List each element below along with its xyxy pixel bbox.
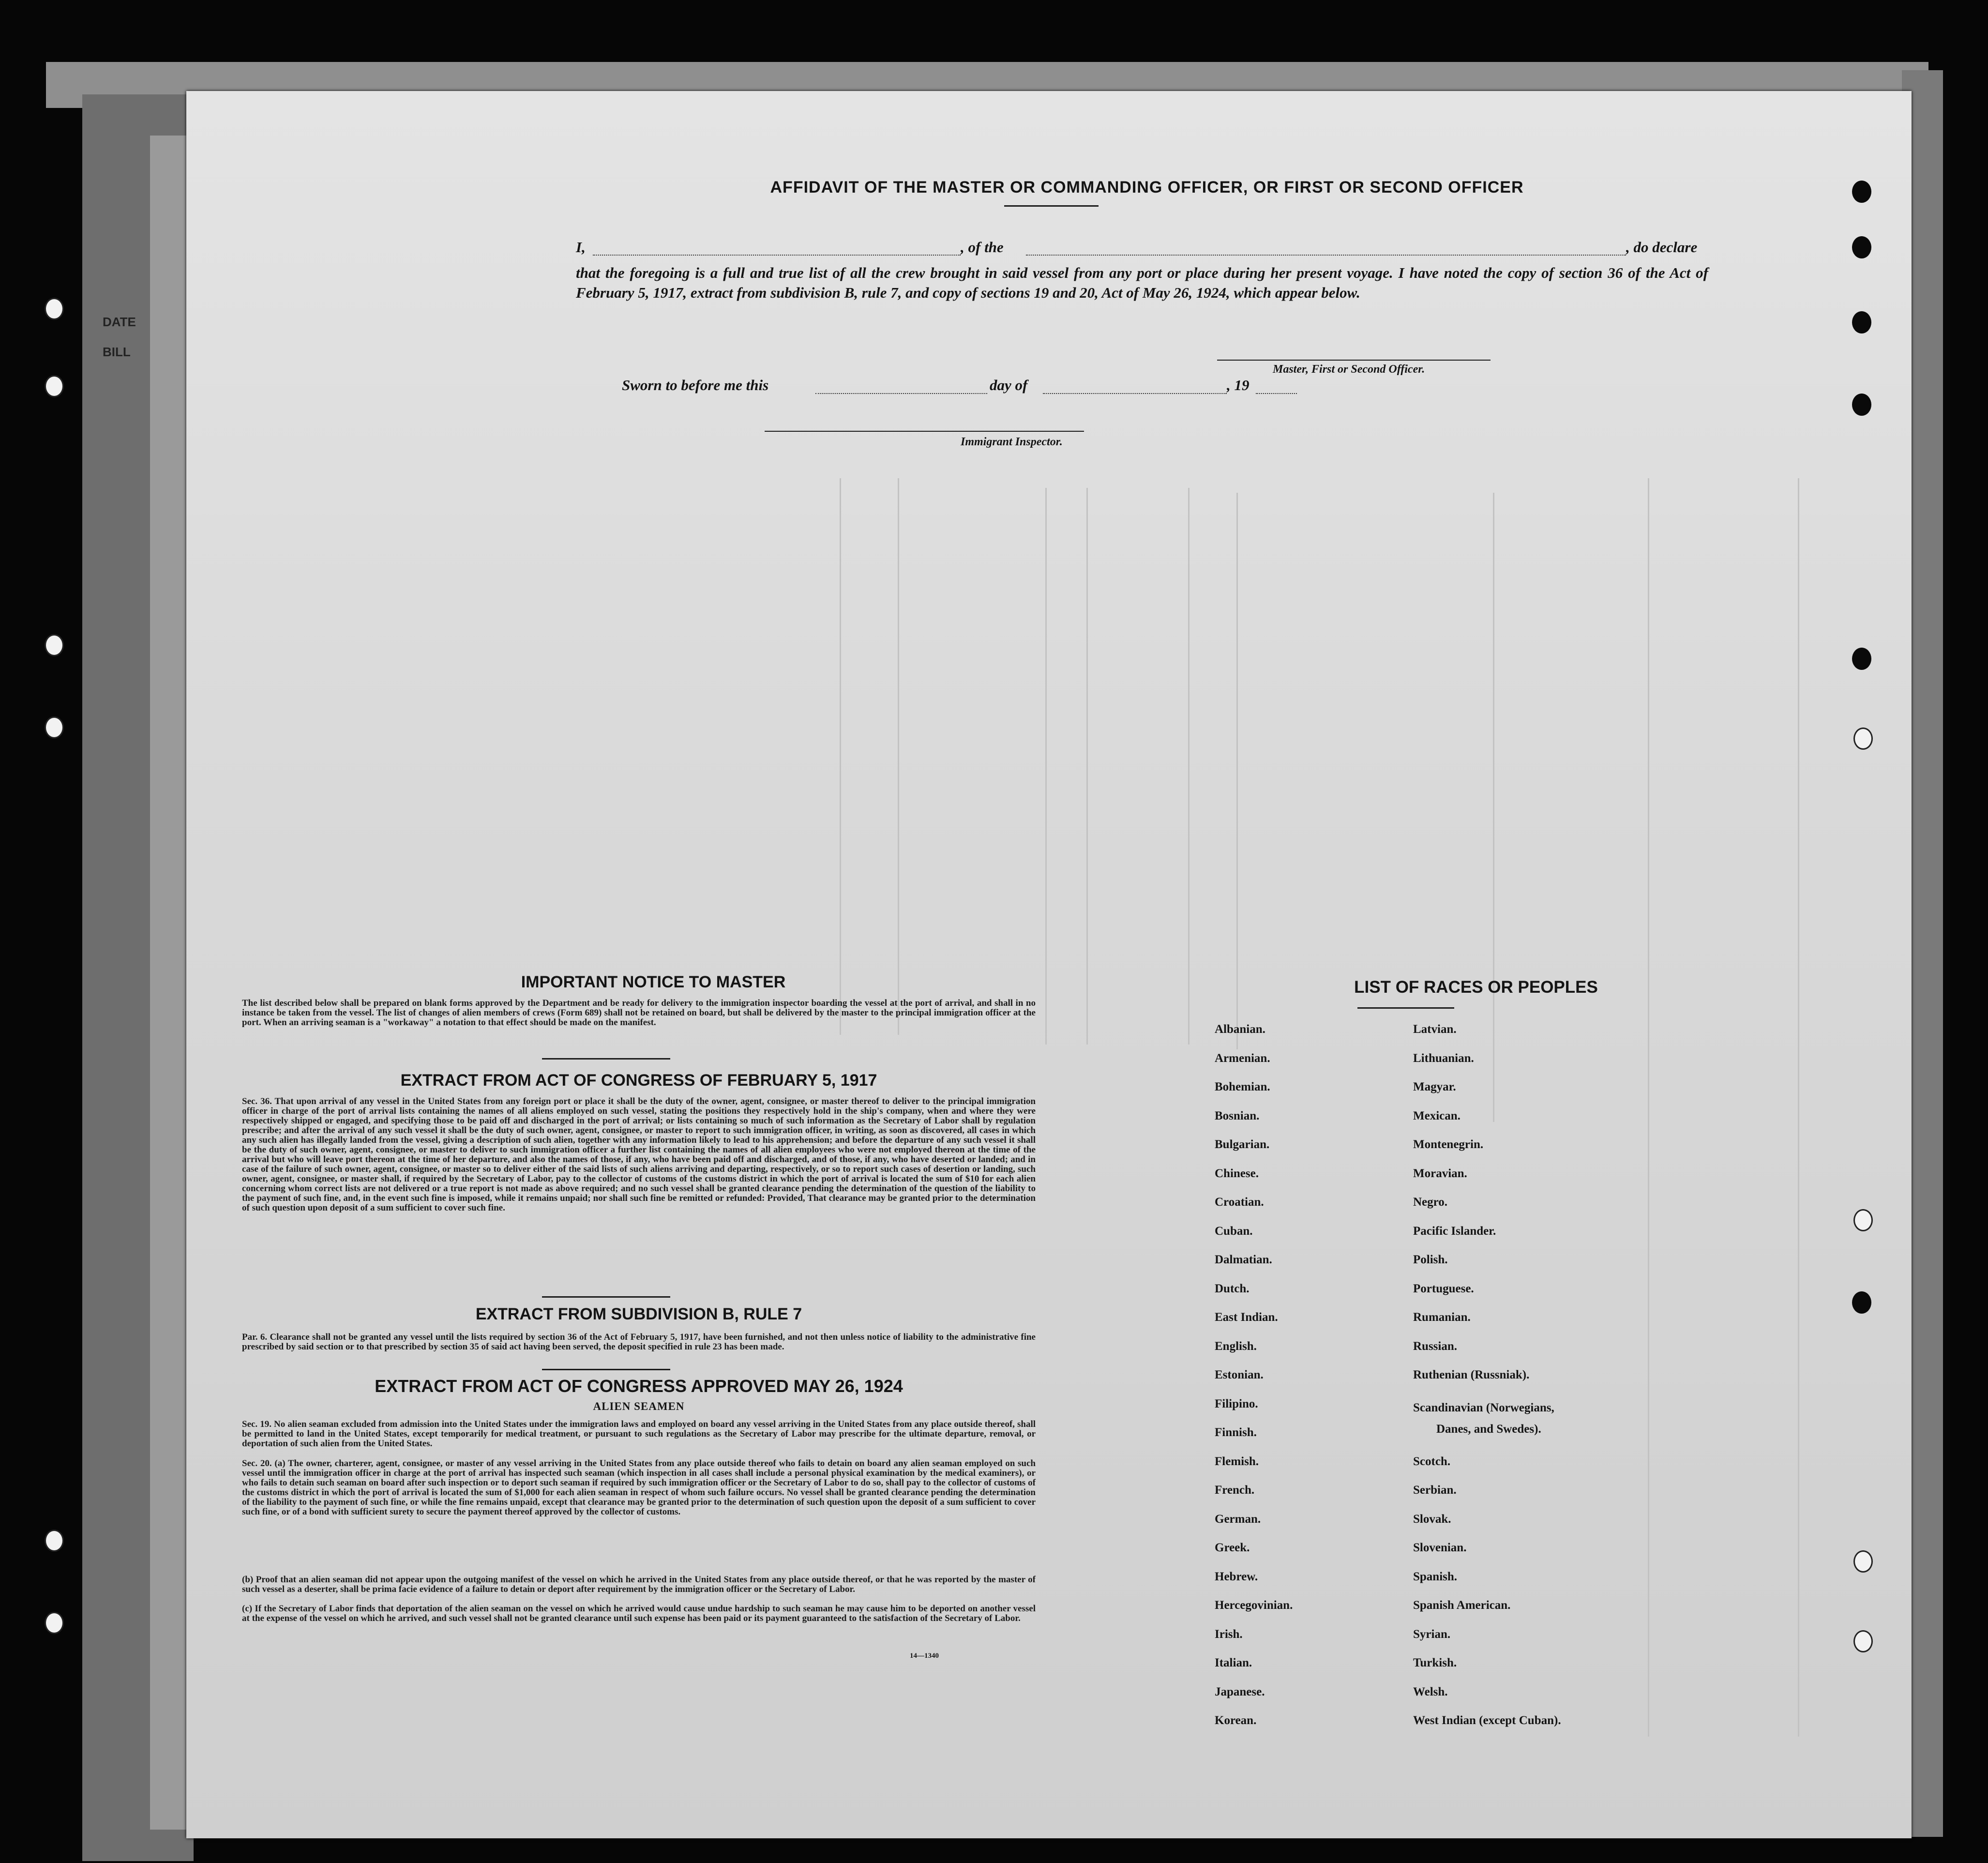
race-item: Albanian. bbox=[1215, 1023, 1265, 1036]
race-item: Ruthenian (Russniak). bbox=[1413, 1368, 1530, 1381]
signature-line bbox=[1217, 360, 1491, 361]
race-item: Russian. bbox=[1413, 1339, 1458, 1353]
race-item: Hebrew. bbox=[1215, 1570, 1258, 1583]
affidavit-statement: that the foregoing is a full and true list of all the crew brought in said vessel from any port or place during her present voyage. I have noted the copy of section 36 of the Act of February 5, 1917, extract from subdivision B, rule 7, and copy of sections 19 and 20, Act of May 26, 1924, which appear below. bbox=[576, 264, 1708, 301]
show-through-rule bbox=[1086, 488, 1088, 1045]
race-item: Hercegovinian. bbox=[1215, 1599, 1293, 1612]
race-item: Rumanian. bbox=[1413, 1311, 1471, 1324]
show-through-rule bbox=[1045, 488, 1047, 1045]
year-blank bbox=[1256, 393, 1297, 394]
race-item: Syrian. bbox=[1413, 1627, 1451, 1641]
show-through-rule bbox=[1236, 493, 1238, 1049]
race-item: Dutch. bbox=[1215, 1282, 1250, 1295]
show-through-rule bbox=[1188, 488, 1190, 1045]
binder-hole bbox=[1853, 1630, 1873, 1652]
notice-title: IMPORTANT NOTICE TO MASTER bbox=[521, 973, 786, 991]
race-item: Latvian. bbox=[1413, 1023, 1457, 1036]
extract-rule7-body: Par. 6. Clearance shall not be granted any vessel until the lists required by section 36 of the Act of February 5, 1917, have been furnished, and not then unless notice of liability to the administrative fine prescribed by said section or to that prescribed by section 35 of said act having been served, the deposit specified in rule 23 has been made. bbox=[242, 1332, 1036, 1352]
binder-hole bbox=[45, 1530, 64, 1552]
show-through-rule bbox=[898, 478, 899, 1035]
race-item: Scotch. bbox=[1413, 1454, 1451, 1468]
binder-hole bbox=[1852, 311, 1871, 333]
race-item: Greek. bbox=[1215, 1541, 1250, 1554]
race-item: Polish. bbox=[1413, 1253, 1448, 1266]
binder-hole bbox=[45, 298, 64, 320]
race-item: West Indian (except Cuban). bbox=[1413, 1714, 1561, 1727]
race-item: East Indian. bbox=[1215, 1311, 1278, 1324]
binder-hole bbox=[45, 634, 64, 656]
binder-hole bbox=[1853, 1209, 1873, 1231]
race-item: Slovenian. bbox=[1413, 1541, 1467, 1554]
binder-hole bbox=[1852, 181, 1871, 203]
race-item: Slovak. bbox=[1413, 1512, 1451, 1526]
race-item: Scandinavian (Norwegians, bbox=[1413, 1401, 1554, 1414]
race-item: Serbian. bbox=[1413, 1484, 1457, 1497]
race-item: Moravian. bbox=[1413, 1166, 1467, 1180]
vessel-blank bbox=[1026, 255, 1626, 256]
extract-1924-sec20b: (b) Proof that an alien seaman did not appear upon the outgoing manifest of the vessel on which he arrived in the United States from any place outside thereof, or that he was reported by the master of such vessel as a deserter, shall be prima facie evidence of a failure to detain or deport after requirement by the immigration officer or the Secretary of Labor. bbox=[242, 1575, 1036, 1594]
day-of-text: day of bbox=[990, 377, 1028, 394]
races-right-column bbox=[1413, 1023, 1703, 1743]
race-item: Armenian. bbox=[1215, 1051, 1270, 1065]
race-item: Flemish. bbox=[1215, 1454, 1259, 1468]
declarant-prefix: I, bbox=[576, 239, 586, 256]
crew-list-back-page bbox=[186, 91, 1912, 1838]
race-item: Welsh. bbox=[1413, 1685, 1448, 1698]
race-item: Mexican. bbox=[1413, 1109, 1461, 1122]
notice-body: The list described below shall be prepared on blank forms approved by the Department and be ready for delivery to the immigration inspector boarding the vessel at the port of arrival, and shall in no instance be taken from the vessel. The list of changes of alien members of crews (Form 689) shall not be retained on board, but shall be delivered by the master to the principal immigration officer at the port. When an arriving seaman is a "workaway" a notation to that effect should be made on the manifest. bbox=[242, 998, 1036, 1028]
declarant-name-blank bbox=[593, 255, 961, 256]
race-item: Croatian. bbox=[1215, 1196, 1264, 1209]
of-the-text: , of the bbox=[961, 239, 1004, 256]
race-item: Turkish. bbox=[1413, 1656, 1457, 1669]
binder-hole bbox=[45, 716, 64, 739]
race-item: Pacific Islander. bbox=[1413, 1224, 1496, 1238]
race-item: Korean. bbox=[1215, 1714, 1257, 1727]
race-item: Chinese. bbox=[1215, 1166, 1259, 1180]
race-item-continuation: Danes, and Swedes). bbox=[1436, 1422, 1541, 1436]
sworn-day-blank bbox=[815, 393, 987, 394]
binder-hole bbox=[1852, 394, 1871, 416]
title-underline bbox=[1004, 205, 1099, 207]
binder-hole bbox=[45, 375, 64, 397]
race-item: Italian. bbox=[1215, 1656, 1252, 1669]
race-item: English. bbox=[1215, 1339, 1257, 1353]
race-item: Montenegrin. bbox=[1413, 1138, 1484, 1151]
race-item: German. bbox=[1215, 1512, 1261, 1526]
year-prefix: , 19 bbox=[1227, 377, 1250, 394]
binder-hole bbox=[1852, 1291, 1871, 1314]
race-item: French. bbox=[1215, 1484, 1255, 1497]
extract-1917-title: EXTRACT FROM ACT OF CONGRESS OF FEBRUARY 5, 1917 bbox=[400, 1071, 877, 1090]
race-item: Portuguese. bbox=[1413, 1282, 1474, 1295]
form-number: 14—1340 bbox=[910, 1652, 939, 1660]
race-item: Dalmatian. bbox=[1215, 1253, 1272, 1266]
race-item: Cuban. bbox=[1215, 1224, 1253, 1238]
affidavit-title: AFFIDAVIT OF THE MASTER OR COMMANDING OFFICER, OR FIRST OR SECOND OFFICER bbox=[770, 178, 1524, 197]
extract-rule7-title: EXTRACT FROM SUBDIVISION B, RULE 7 bbox=[475, 1305, 802, 1323]
race-item: Magyar. bbox=[1413, 1080, 1456, 1093]
extract-1917-body: Sec. 36. That upon arrival of any vessel in the United States from any foreign port or place it shall be the duty of the owner, agent, consignee, or master thereof to deliver to the principal immigration officer in charge of the port of arrival lists containing the names of all aliens employed on such vessel, stating the positions they respectively hold in the ship's company, when and where they were respectively shipped or engaged, and specifying those to be paid off and discharged in the port of arrival; or lists containing so much of such information as the Secretary of Labor shall by regulation prescribe; and after the arrival of any such vessel it shall be the duty of such owner, agent, consignee, or master to report to such immigration officer, in writing, as soon as discovered, all cases in which any such alien has illegally landed from the vessel, giving a description of such alien, together with any information likely to lead to his apprehension; and before the departure of any such vessel it shall be the duty of such owner, agent, consignee, or master to deliver to such immigration officer a further list containing the names of all alien employees who were not employed thereon at the time of the arrival but who will leave port thereon at the time of her departure, and also the names of those, if any, who have been paid off and discharged, and of those, if any, who have deserted or landed; and in case of the failure of such owner, agent, consignee, or master so to deliver either of the said lists of such aliens arriving and departing, respectively, or so to report such cases of desertion or landing, such owner, agent, consignee, or master shall, if required by the Secretary of Labor, pay to the collector of customs of the customs district in which the port of arrival is located the sum of $10 for each alien concerning whom correct lists are not delivered or a true report is not made as above required; and no such vessel shall be granted clearance pending the determination of the question of the liability to the payment of such fine, and, in the event such fine is imposed, while it remains unpaid; nor shall such fine be remitted or refunded: Provided, That clearance may be granted prior to the determination of such question upon deposit of a sum sufficient to cover such fine. bbox=[242, 1096, 1036, 1213]
section-divider bbox=[542, 1296, 670, 1298]
race-item: Estonian. bbox=[1215, 1368, 1264, 1381]
race-item: Bohemian. bbox=[1215, 1080, 1270, 1093]
section-divider bbox=[542, 1369, 670, 1370]
race-item: Negro. bbox=[1413, 1196, 1448, 1209]
extract-1924-sec20a: Sec. 20. (a) The owner, charterer, agent, consignee, or master of any vessel arriving in the United States from any place outside thereof who fails to detain on board any alien seaman employed on such vessel until the immigration officer in charge at the port of arrival has inspected such seaman (which inspection in all cases shall include a personal physical examination by the medical examiners), or who fails to detain such seaman on board after such inspection or to deport such seaman if required by such immigration officer or the Secretary of Labor to do so, shall pay to the collector of customs of the customs district in which the port of arrival is located the sum of $1,000 for each alien seaman in respect of whom such failure occurs. No vessel shall be granted clearance pending the determination of the liability to the payment of such fine, or while the fine remains unpaid, except that clearance may be granted prior to the determination of such question upon the deposit of a sum sufficient to cover such fine, or of a bond with sufficient surety to secure the payment thereof approved by the collector of customs. bbox=[242, 1458, 1036, 1517]
alien-seamen-subtitle: ALIEN SEAMEN bbox=[593, 1400, 685, 1412]
inspector-signature-line bbox=[765, 431, 1084, 432]
binder-hole bbox=[45, 1612, 64, 1634]
binder-hole bbox=[1853, 1550, 1873, 1573]
binder-hole bbox=[1852, 236, 1871, 258]
extract-1924-sec20c: (c) If the Secretary of Labor finds that deportation of the alien seaman on the vessel on which he arrived would cause undue hardship to such seaman he may cause him to be deported on another vessel at the expense of the vessel on which he arrived, and such vessel shall not be granted clearance until such expense has been paid or its payment guaranteed to the satisfaction of the Secretary of Labor. bbox=[242, 1604, 1036, 1623]
sworn-text: Sworn to before me this bbox=[622, 377, 769, 394]
race-item: Bulgarian. bbox=[1215, 1138, 1270, 1151]
sworn-month-blank bbox=[1043, 393, 1227, 394]
section-divider bbox=[542, 1058, 670, 1060]
race-item: Spanish American. bbox=[1413, 1599, 1511, 1612]
race-item: Filipino. bbox=[1215, 1397, 1258, 1410]
races-left-column bbox=[1215, 1023, 1418, 1743]
race-item: Bosnian. bbox=[1215, 1109, 1260, 1122]
signature-label: Master, First or Second Officer. bbox=[1273, 363, 1425, 376]
binder-hole bbox=[1853, 727, 1873, 750]
margin-date-label: DATE bbox=[103, 315, 136, 329]
races-title: LIST OF RACES OR PEOPLES bbox=[1354, 978, 1598, 997]
race-item: Finnish. bbox=[1215, 1426, 1257, 1439]
races-title-underline bbox=[1357, 1007, 1454, 1009]
inspector-label: Immigrant Inspector. bbox=[961, 436, 1063, 448]
margin-bill-label: BILL bbox=[103, 345, 131, 359]
binder-hole bbox=[1852, 648, 1871, 670]
extract-1924-title: EXTRACT FROM ACT OF CONGRESS APPROVED MAY 26, 1924 bbox=[375, 1376, 903, 1396]
do-declare-text: , do declare bbox=[1626, 239, 1698, 256]
race-item: Irish. bbox=[1215, 1627, 1243, 1641]
race-item: Spanish. bbox=[1413, 1570, 1458, 1583]
extract-1924-sec19: Sec. 19. No alien seaman excluded from admission into the United States under the immigration laws and employed on board any vessel arriving in the United States from any place outside thereof, shall be permitted to land in the United States, except temporarily for medical treatment, or pursuant to such regulations as the Secretary of Labor may prescribe for the ultimate departure, removal, or deportation of such alien from the United States. bbox=[242, 1419, 1036, 1449]
race-item: Japanese. bbox=[1215, 1685, 1265, 1698]
show-through-rule bbox=[1798, 478, 1799, 1737]
race-item: Lithuanian. bbox=[1413, 1051, 1474, 1065]
show-through-rule bbox=[840, 478, 841, 1035]
